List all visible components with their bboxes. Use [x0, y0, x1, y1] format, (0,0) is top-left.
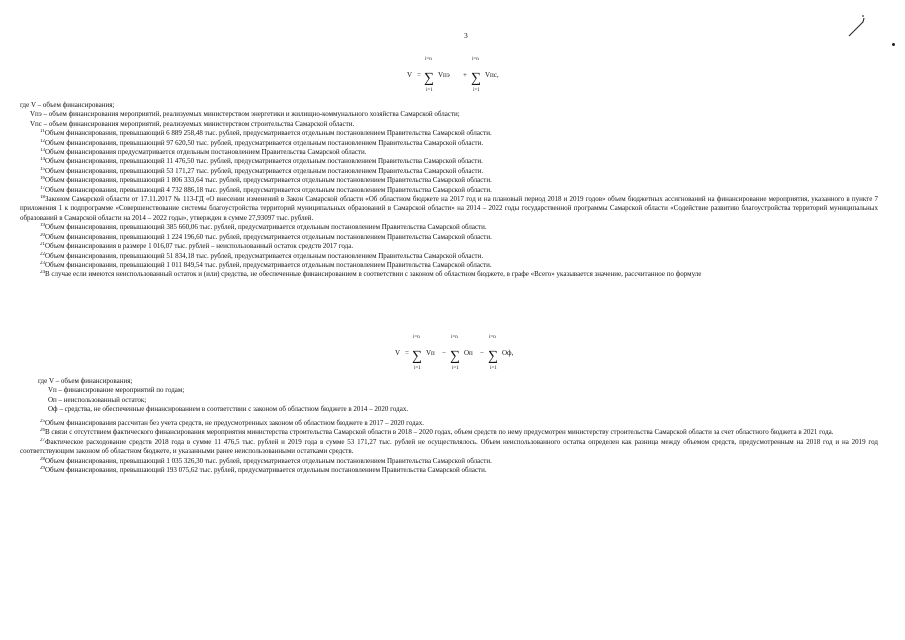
def-line: Vп – финансирование мероприятий по годам;: [48, 386, 185, 395]
formula1-lhs: V: [407, 71, 413, 79]
formula2-sigma1: ∑: [412, 349, 422, 364]
footnote-15: $^{15}$Объем финансирования, превышающий 53 171,27 тыс. рублей, предусматривается отдельным постановлением Правительства Самарской области.: [40, 166, 484, 175]
formula1-sum2-bottom: i=1: [473, 88, 480, 93]
footnote-20: $^{20}$Объем финансирования, превышающий 1 224 196,60 тыс. рублей, предусматривается отдельным постановлением Правительства Самарской области.: [40, 232, 492, 241]
footnote-19: $^{19}$Объем финансирования, превышающий 385 660,06 тыс. рублей, предусматривается отдельным постановлением Правительства Самарской области.: [40, 223, 487, 232]
footnote-29: $^{29}$Объем финансирования, превышающий 193 075,62 тыс. рублей, предусматривается отдельным постановлением Правительства Самарской области.: [40, 466, 487, 475]
footnote-24: $^{24}$В случае если имеются неиспользованный остаток и (или) средства, не обеспеченные финансированием в соответствии с законом об областном бюджете, в графе «Всего» указывается значение, рассчитанное по формуле: [40, 270, 702, 279]
formula1-sum1-top: i=n: [425, 57, 432, 62]
def-line: Oф – средства, не обеспеченные финансированием в соответствии с законом об областном бюджете в 2014 – 2020 годах.: [48, 405, 409, 414]
footnote-12: $^{12}$Объем финансирования, превышающий 97 620,50 тыс. рублей, предусматривается отдельным постановлением Правительства Самарской области.: [40, 138, 484, 147]
formula2-sum1-top: i=n: [413, 335, 420, 340]
scan-dot: [892, 43, 895, 46]
section-definitions-1: [20, 101, 878, 280]
footnote-16: $^{16}$Объем финансирования, превышающий 1 806 333,64 тыс. рублей, предусматривается отдельным постановлением Правительства Самарской области.: [40, 176, 492, 185]
formula1-sum1-bottom: i=1: [426, 88, 433, 93]
formula2-sum2-bottom: i=1: [452, 366, 459, 371]
footnote-14: $^{14}$Объем финансирования, превышающий 11 476,50 тыс. рублей, предусматривается отдельным постановлением Правительства Самарской области.: [40, 157, 483, 166]
formula-unfunded-total: [393, 333, 543, 373]
formula-total-financing: [405, 55, 525, 95]
formula2-equals: =: [405, 349, 409, 357]
footnote-28: $^{28}$Объем финансирования, превышающий 1 035 326,30 тыс. рублей, предусматривается отдельным постановлением Правительства Самарской области.: [40, 456, 492, 465]
formula2-sum2-term: Oп: [464, 349, 473, 357]
formula1-sum1-term: Vпэ: [438, 71, 450, 79]
formula2-sum3-top: i=n: [489, 335, 496, 340]
formula2-sum3-term: Oф,: [502, 349, 514, 357]
formula2-sum3-bottom: i=1: [490, 366, 497, 371]
formula1-sigma2: ∑: [471, 71, 481, 86]
formula2-sum1-term: Vп: [426, 349, 435, 357]
formula2-lhs: V: [395, 349, 401, 357]
formula2-minus1: −: [442, 349, 446, 357]
formula2-sigma2: ∑: [450, 349, 460, 364]
def-line: Oп – неиспользованный остаток;: [48, 395, 147, 404]
formula2-sum2-top: i=n: [451, 335, 458, 340]
section-footnotes-3: [20, 419, 878, 475]
footnote-13: $^{13}$Объем финансирования предусматривается отдельным постановлением Правительства Самарской области.: [40, 148, 367, 157]
formula1-sum2-top: i=n: [472, 57, 479, 62]
formula2-minus2: −: [480, 349, 484, 357]
formula2-sigma3: ∑: [488, 349, 498, 364]
formula1-sigma1: ∑: [424, 71, 434, 86]
pen-stroke-mark: [848, 14, 866, 38]
page-number: 3: [464, 31, 468, 40]
formula1-sum2-term: Vпс,: [485, 71, 499, 79]
section-definitions-2: [38, 377, 878, 415]
footnote-26: $^{26}$В связи с отсутствием фактического финансирования мероприятия министерства строительства Самарской области в 2018 – 2020 годах, объем средств по нему предусмотрен министерству строительства Самарской области за счет областного бюджета в 2021 года.: [40, 428, 834, 437]
footnote-21: $^{21}$Объем финансирования в размере 1 016,07 тыс. рублей – неиспользованный остаток средств 2017 года.: [40, 242, 354, 251]
footnote-18: $^{18}$Законом Самарской области от 17.11.2017 № 113-ГД «О внесении изменений в Закон Самарской области «Об областном бюджете на 2017 год и на плановый период 2018 и 2019 годов» объем бюджетных ассигнований на финансирование мероприятия, указанного в пункте 7 приложения 1 к подпрограмме «Совершенствование системы благоустройства территорий муниципальных образований в Самарской области» на 2014 – 2022 годы государственной программы Самарской области «Содействие развитию благоустройства территорий муниципальных образований в Самарской области на 2014 – 2022 годы», утвержден в сумме 27,93097 тыс. рублей.: [20, 195, 878, 222]
def-line: где V – объем финансирования;: [20, 101, 115, 109]
footnote-22: $^{22}$Объем финансирования, превышающий 51 834,18 тыс. рублей, предусматривается отдельным постановлением Правительства Самарской области.: [40, 251, 484, 260]
footnote-27: $^{27}$Фактическое расходование средств 2018 года в сумме 11 476,5 тыс. рублей и 2019 года в сумме 53 171,27 тыс. рублей не осуществлялось. Объем неиспользованного остатка определен как разница между объемом средств, предусмотренным на 2018 год и на 2019 год соответствующим законом об областном бюджете, и указанными ранее неиспользованными остатками средств.: [20, 437, 878, 456]
footnote-17: $^{17}$Объем финансирования, превышающий 4 732 886,18 тыс. рублей, предусматривается отдельным постановлением Правительства Самарской области.: [40, 185, 492, 194]
footnote-23: $^{23}$Объем финансирования, превышающий 1 011 849,54 тыс. рублей, предусматривается отдельным постановлением Правительства Самарской области.: [40, 260, 492, 269]
def-line: где V – объем финансирования;: [38, 377, 133, 385]
formula1-plus: +: [463, 71, 467, 79]
def-line: Vпэ – объем финансирования мероприятий, реализуемых министерством энергетики и жилищно-коммунального хозяйства Самарской области;: [30, 110, 460, 119]
footnote-25: $^{25}$Объем финансирования рассчитан без учета средств, не предусмотренных законом об областном бюджете в 2017 – 2020 годах.: [40, 419, 425, 427]
formula2-sum1-bottom: i=1: [414, 366, 421, 371]
formula1-equals: =: [417, 71, 421, 79]
def-line: Vпс – объем финансирования мероприятий, реализуемых министерством строительства Самарской области.: [30, 119, 355, 128]
footnote-11: $^{11}$Объем финансирования, превышающий 6 889 258,48 тыс. рублей, предусматривается отдельным постановлением Правительства Самарской области.: [40, 129, 492, 138]
